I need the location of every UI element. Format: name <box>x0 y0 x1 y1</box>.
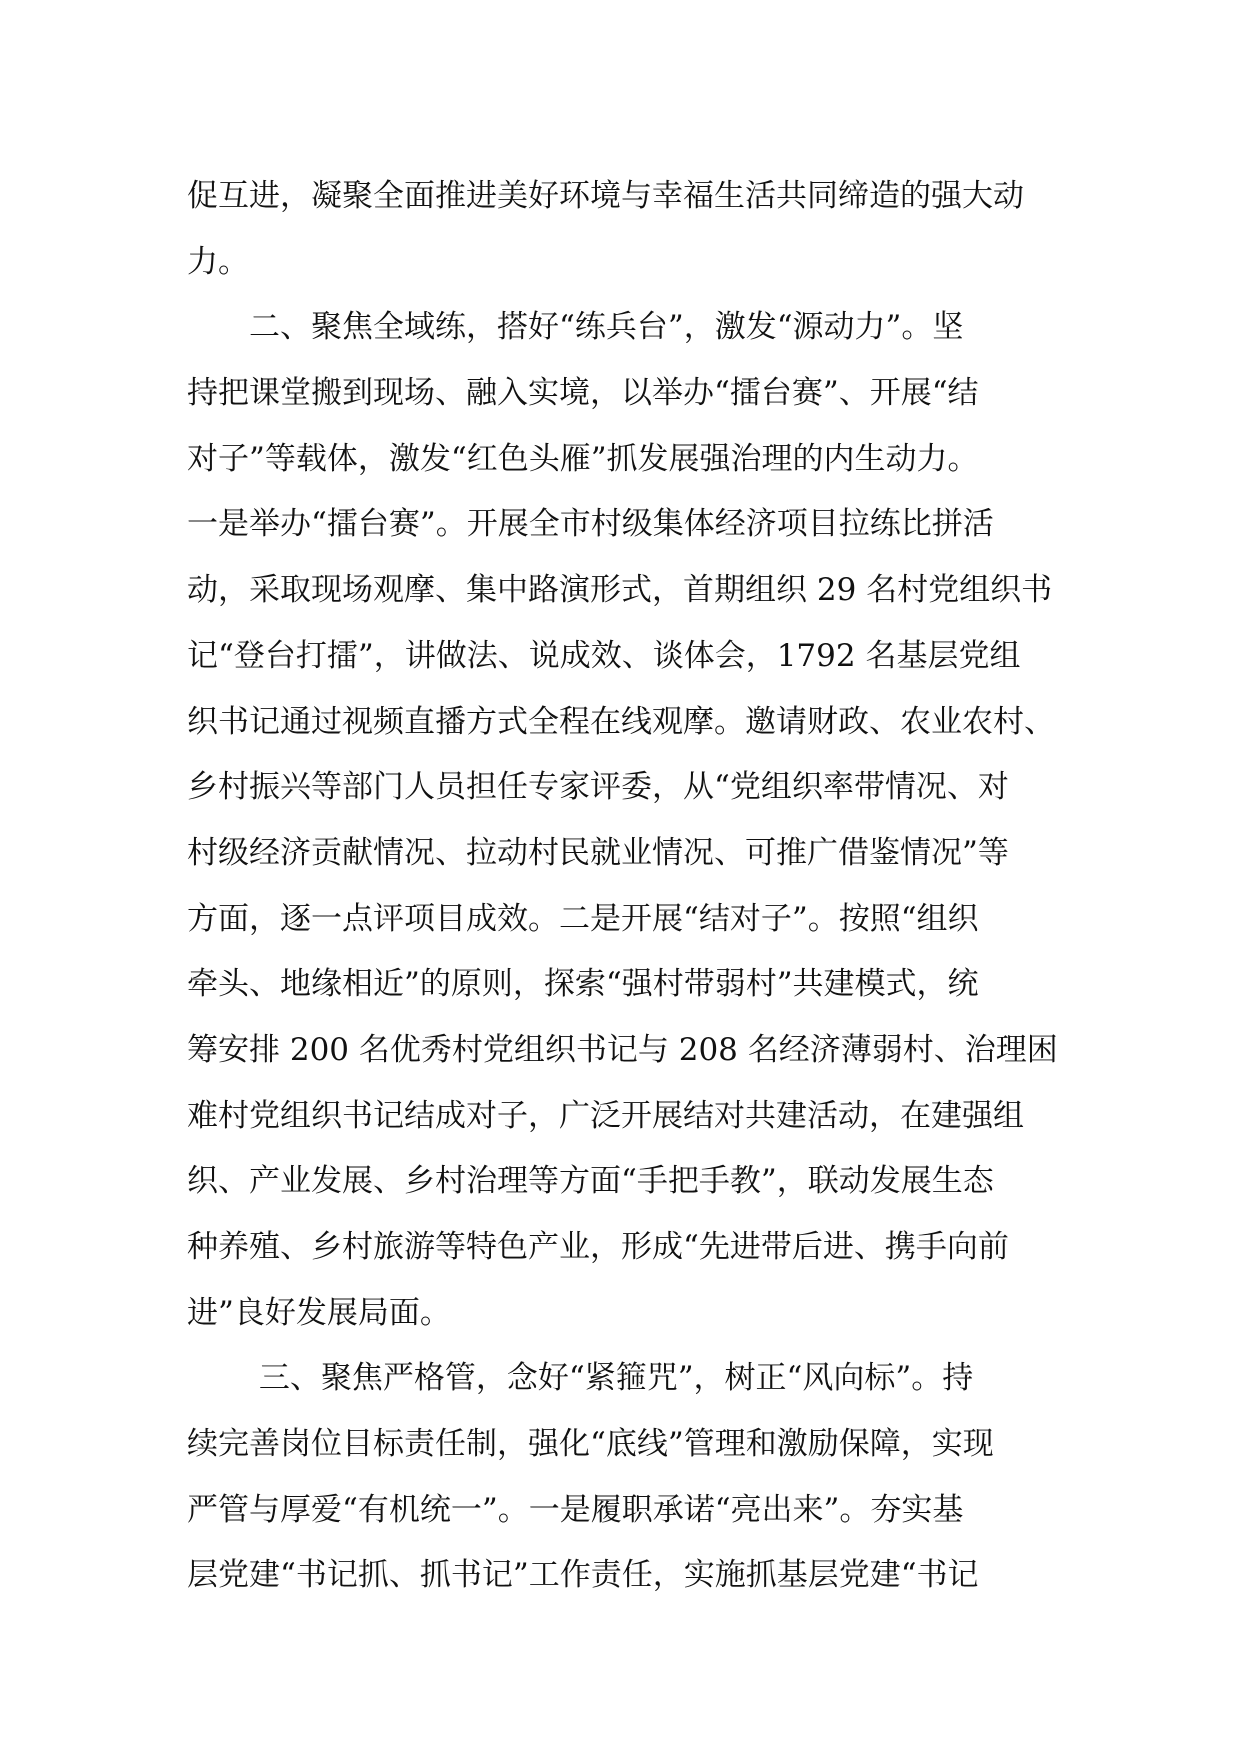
text-line: 牵头、地缘相近”的原则，探索“强村带弱村”共建模式，统 <box>187 966 979 1003</box>
text-line: 方面，逐一点评项目成效。二是开展“结对子”。按照“组织 <box>187 900 979 937</box>
text-line: 难村党组织书记结成对子，广泛开展结对共建活动，在建强组 <box>187 1097 1024 1134</box>
text-line: 记“登台打擂”，讲做法、说成效、谈体会，1792 名基层党组 <box>187 637 1021 674</box>
text-line: 一是举办“擂台赛”。开展全市村级集体经济项目拉练比拼活 <box>187 506 994 543</box>
text-line: 续完善岗位目标责任制，强化“底线”管理和激励保障，实现 <box>187 1426 994 1463</box>
text-line: 促互进，凝聚全面推进美好环境与幸福生活共同缔造的强大动 <box>187 178 1024 214</box>
text-line: 种养殖、乡村旅游等特色产业，形成“先进带后进、携手向前 <box>187 1229 1009 1265</box>
text-line: 力。 <box>187 243 249 280</box>
text-line: 三、聚焦严格管，念好“紧箍咒”，树正“风向标”。持 <box>187 1360 974 1397</box>
text-line: 对子”等载体，激发“红色头雁”抓发展强治理的内生动力。 <box>187 440 979 477</box>
body-text <box>187 164 1067 1609</box>
text-line: 持把课堂搬到现场、融入实境，以举办“擂台赛”、开展“结 <box>187 375 979 412</box>
text-line: 进”良好发展局面。 <box>187 1294 451 1331</box>
text-line: 二、聚焦全域练，搭好“练兵台”，激发“源动力”。坚 <box>187 309 964 346</box>
text-line: 织、产业发展、乡村治理等方面“手把手教”，联动发展生态 <box>187 1163 994 1200</box>
text-line: 村级经济贡献情况、拉动村民就业情况、可推广借鉴情况”等 <box>187 834 1009 871</box>
text-line: 层党建“书记抓、抓书记”工作责任，实施抓基层党建“书记 <box>187 1557 979 1594</box>
text-line: 严管与厚爱“有机统一”。一是履职承诺“亮出来”。夯实基 <box>187 1491 964 1528</box>
text-line: 织书记通过视频直播方式全程在线观摩。邀请财政、农业农村、 <box>187 703 1055 740</box>
text-line: 乡村振兴等部门人员担任专家评委，从“党组织率带情况、对 <box>187 769 1009 806</box>
text-line: 筹安排 200 名优秀村党组织书记与 208 名经济薄弱村、治理困 <box>187 1031 1058 1068</box>
text-line: 动，采取现场观摩、集中路演形式，首期组织 29 名村党组织书 <box>187 572 1053 609</box>
